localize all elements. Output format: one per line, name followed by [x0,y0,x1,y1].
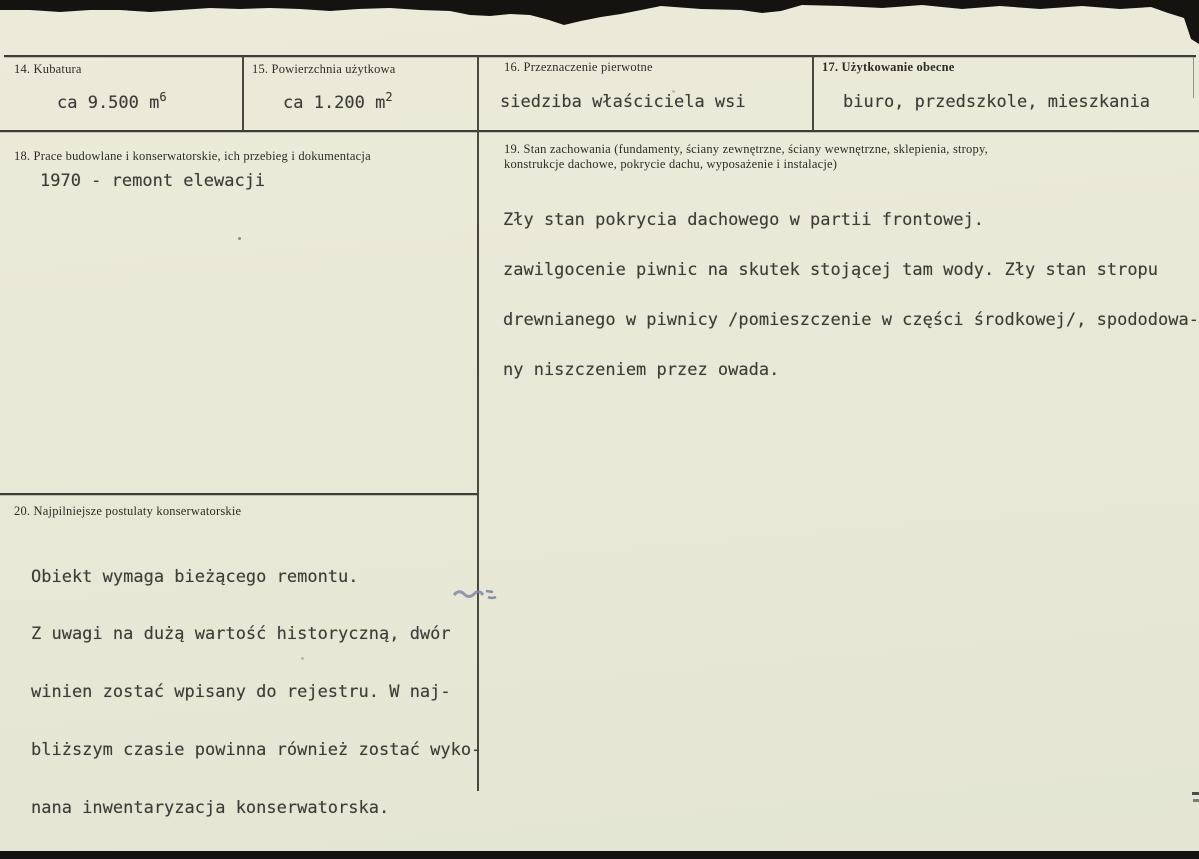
field-19-text [503,179,1199,411]
field-15-label: 15. Powierzchnia użytkowa [252,62,396,76]
typed-line: drewnianego w piwnicy /pomieszczenie w części środkowej/, spododowa- [503,309,1199,330]
field-18-label: 18. Prace budowlane i konserwatorskie, ich przebieg i dokumentacja [14,149,371,163]
field-15-value-base: ca 1.200 m [283,93,386,113]
typed-line: Obiekt wymaga bieżącego remontu. [31,566,359,587]
edge-mark [1192,792,1199,795]
torn-paper-top-edge [0,0,1199,46]
edge-mark [1193,799,1199,802]
typed-line: zawilgocenie piwnic na skutek stojącej tam wody. Zły stan stropu [503,259,1159,280]
divider-14-15 [242,56,244,131]
field-16-label: 16. Przeznaczenie pierwotne [504,60,653,74]
divider-16-17 [812,56,814,131]
scan-speck [672,90,675,93]
field-17-value: biuro, przedszkole, mieszkania [843,92,1151,112]
typed-line: Zły stan pokrycia dachowego w partii frontowej. [503,210,985,231]
field-14-value-superscript: 6 [159,90,167,104]
typed-line: nana inwentaryzacja konserwatorska. [31,798,390,819]
typed-line: Z uwagi na dużą wartość historyczną, dwór [31,624,451,645]
blue-ink-smudge [452,585,504,603]
field-16-value: siedziba właściciela wsi [500,92,746,112]
rule-below-header-row [0,130,1199,132]
right-border-fragment [1193,56,1194,98]
scan-speck [238,237,241,240]
typed-line: bliższym czasie powinna również zostać wyko- [31,740,482,761]
field-15-value-superscript: 2 [385,90,393,104]
field-19-label-line2: konstrukcje dachowe, pokrycie dachu, wyposażenie i instalacje) [504,157,838,171]
field-14-value-base: ca 9.500 m [57,93,160,113]
field-17-label: 17. Użytkowanie obecne [822,60,955,74]
field-20-text [31,529,481,857]
field-14-label: 14. Kubatura [14,62,82,76]
rule-top [4,55,1196,57]
field-15-value [283,90,393,113]
field-19-label-line1: 19. Stan zachowania (fundamenty, ściany zewnętrzne, ściany wewnętrzne, sklepienia, stropy, [504,142,988,156]
scan-speck [301,657,304,660]
field-18-value: 1970 - remont elewacji [40,171,266,191]
field-14-value [57,90,167,113]
typed-line: ny niszczeniem przez owada. [503,359,780,380]
rule-above-field20 [0,493,479,495]
field-20-label: 20. Najpilniejsze postulaty konserwatorskie [14,504,242,518]
typed-line: winien zostać wpisany do rejestru. W naj- [31,682,451,703]
